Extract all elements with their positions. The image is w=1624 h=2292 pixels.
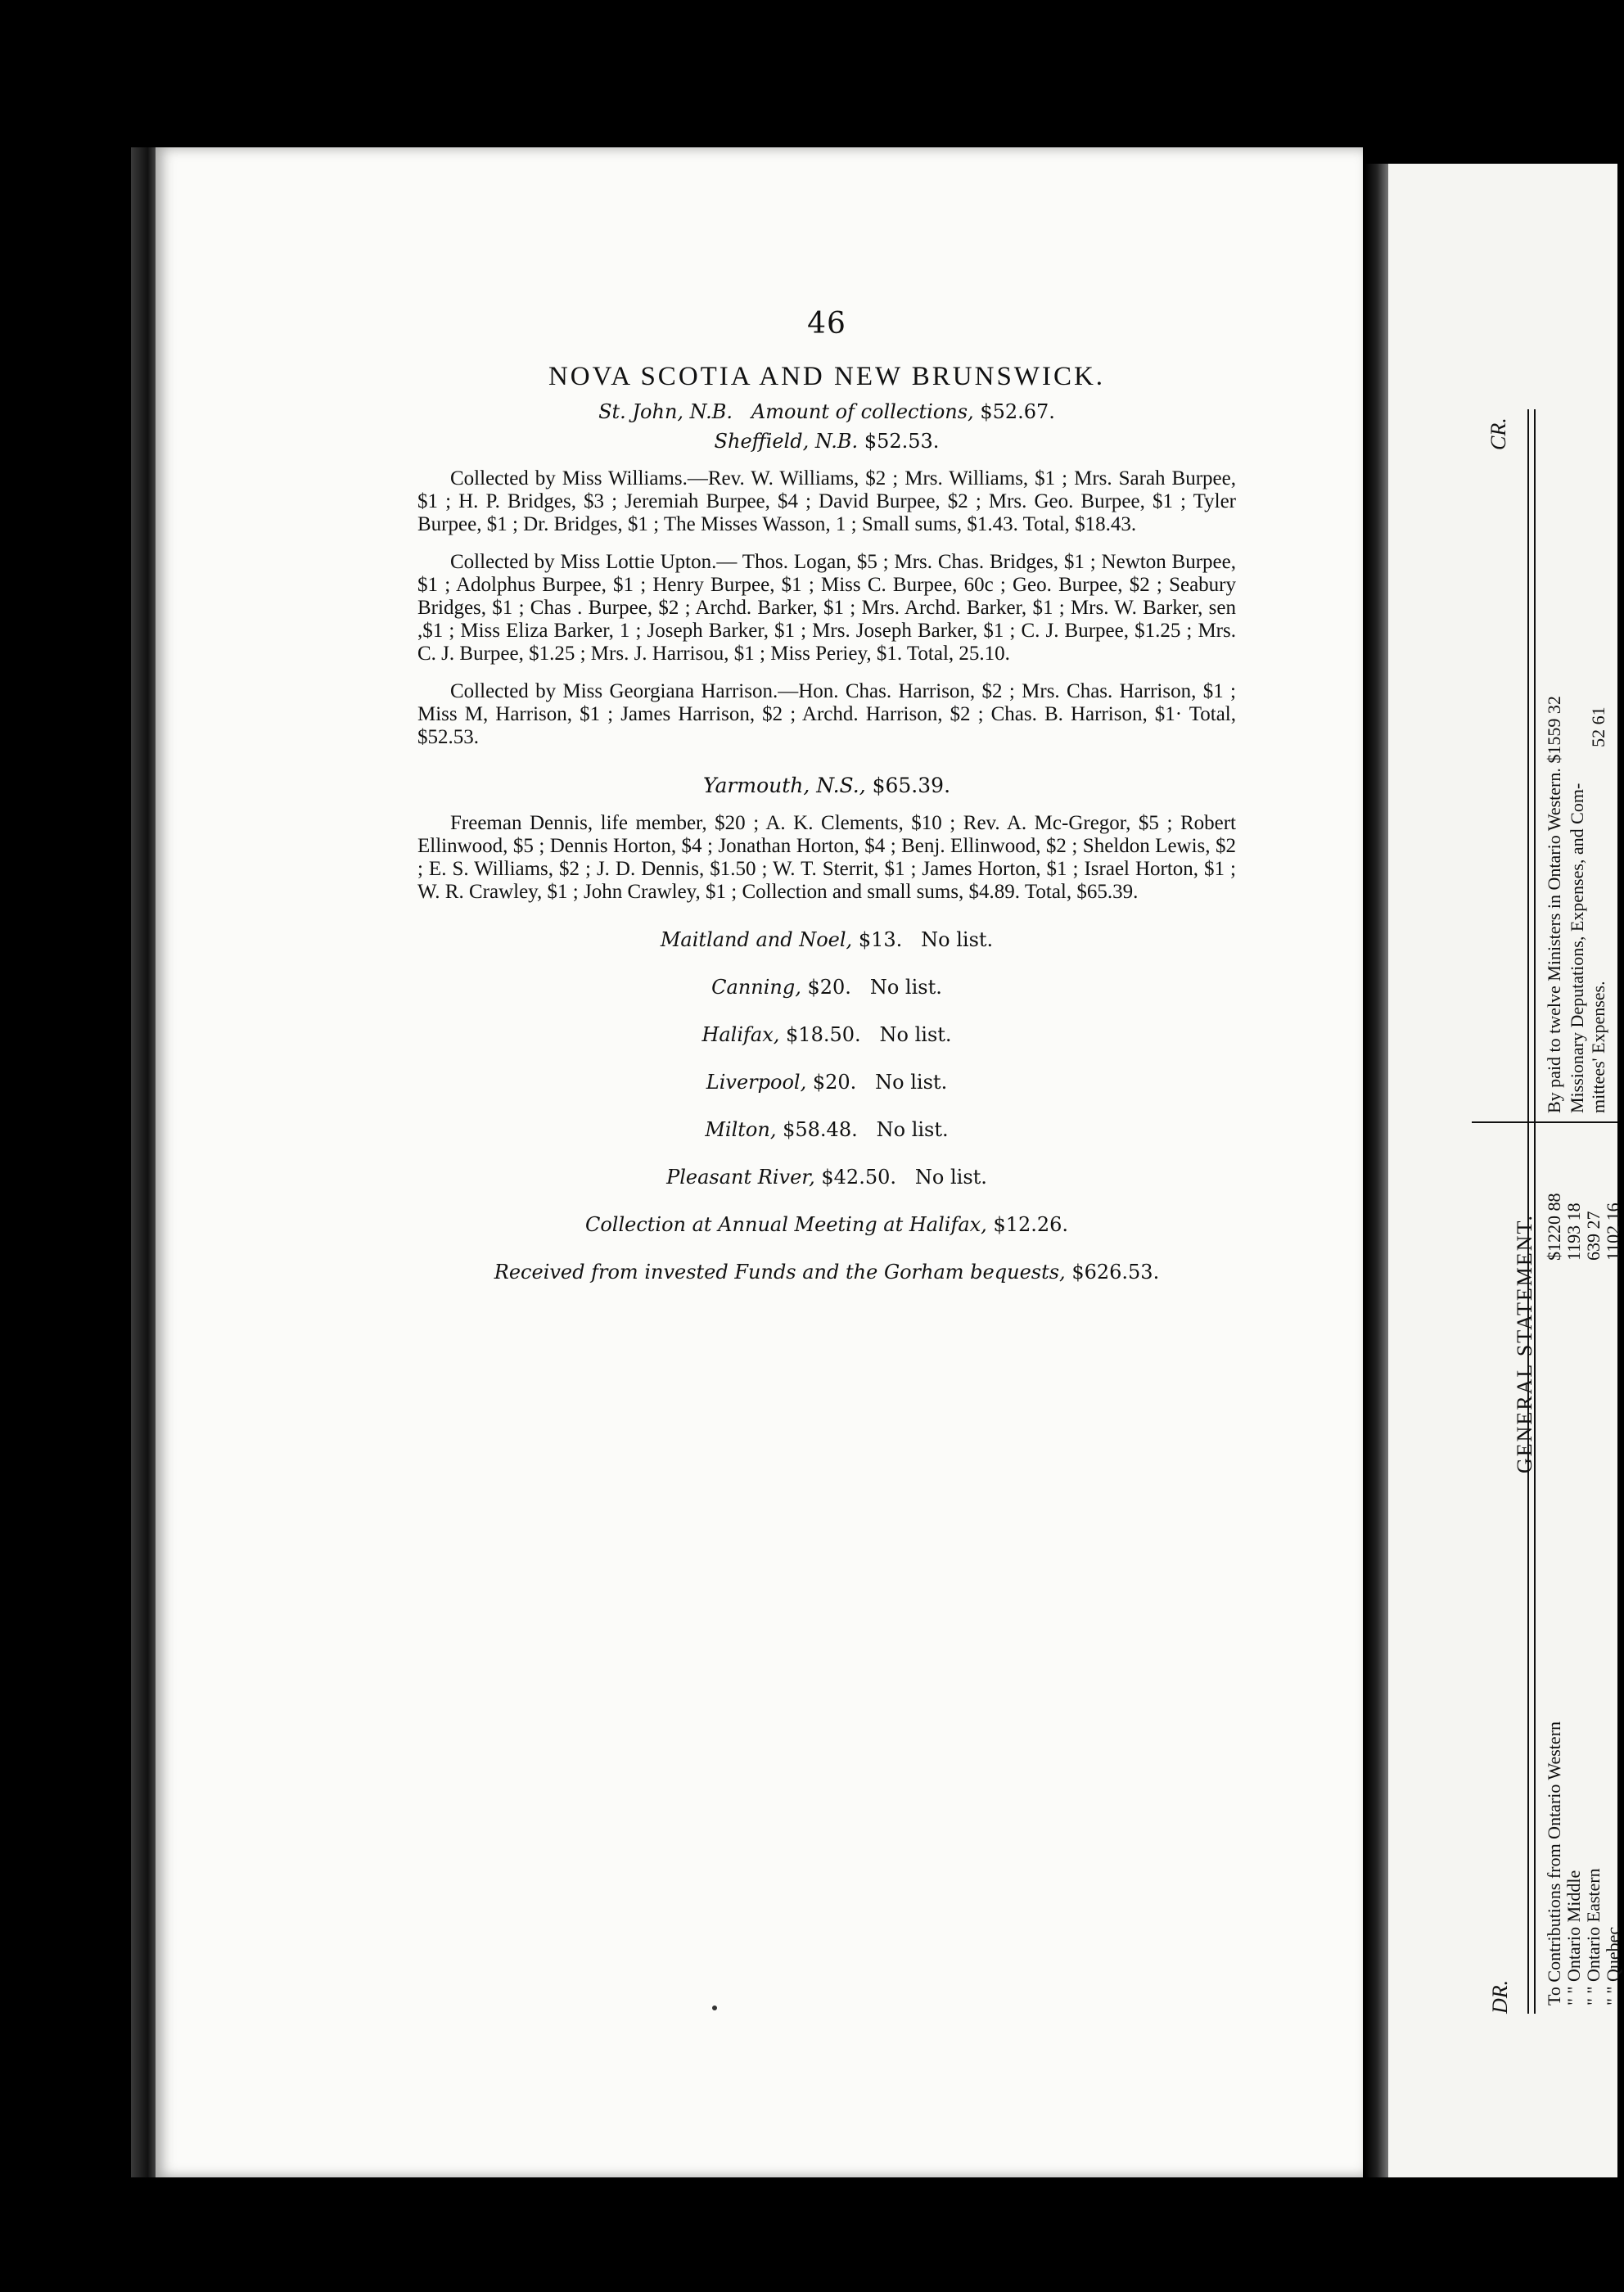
to-amount: 639 27 [1583, 1211, 1604, 1261]
paragraph-harrison: Collected by Miss Georgiana Harrison.—Hon. Chas. Harrison, $2 ; Mrs. Chas. Harrison, $1 ; Miss M, Harrison, $1 ; James Harrison, $2 ; Archd. Harrison, $2 ; Chas. B. Harrison, $1· Total, $52.53. [417, 680, 1236, 748]
dr-label: DR. [1488, 1979, 1512, 2014]
no-list-entry [417, 976, 1236, 999]
to-amount: $1220 88 [1544, 1193, 1564, 1261]
to-amount: 1102 16 [1603, 1202, 1623, 1261]
no-list-entry [417, 1118, 1236, 1141]
to-amount: 1193 18 [1563, 1202, 1584, 1261]
by-line-3-amount: 52 61 [1588, 706, 1608, 747]
entry-note: No list. [914, 1166, 987, 1189]
entry-amount: $20. [812, 1071, 857, 1094]
to-line: To Contributions from Ontario Western [1544, 1721, 1564, 2006]
yarmouth-amount: $65.39. [872, 774, 951, 797]
left-page [156, 147, 1363, 2177]
stjohn-amount: $52.67. [980, 400, 1055, 423]
annual-meeting-amount: $12.26. [993, 1213, 1069, 1236]
yarmouth-line [417, 774, 1236, 797]
entry-amount: $18.50. [786, 1023, 861, 1046]
section-heading: NOVA SCOTIA AND NEW BRUNSWICK. [548, 362, 1106, 391]
stjohn-place: St. John, N.B. [598, 400, 733, 423]
entry-note: No list. [876, 1118, 949, 1141]
paragraph-upton: Collected by Miss Lottie Upton.— Thos. Logan, $5 ; Mrs. Chas. Bridges, $1 ; Newton Burpee, $1 ; Adolphus Burpee, $1 ; Henry Burpee, $1 ; Miss C. Burpee, 60c ; Geo. Burpee, $2 ; Seabury Bridges, $1 ; Chas . Burpee, $2 ; Archd. Barker, $1 ; Mrs. Archd. Barker, $1 ; Mrs. W. Barker, sen ,$1 ; Miss Eliza Barker, 1 ; Joseph Barker, $1 ; Mrs. Joseph Barker, $1 ; C. J. Burpee, $1.25 ; Mrs. C. J. Burpee, $1.25 ; Mrs. J. Harrisou, $1 ; Miss Periey, $1. Total, 25.10. [417, 551, 1236, 665]
entry-amount: $20. [807, 976, 851, 999]
to-line: " " Quebec [1603, 1926, 1623, 2006]
entry-place: Canning, [711, 976, 801, 999]
ink-dot [712, 2006, 717, 2010]
entry-place: Liverpool, [706, 1071, 807, 1094]
entry-note: No list. [921, 928, 994, 951]
yarmouth-place: Yarmouth, N.S., [702, 774, 866, 797]
entry-amount: $13. [858, 928, 903, 951]
paragraph-williams: Collected by Miss Williams.—Rev. W. Williams, $2 ; Mrs. Williams, $1 ; Mrs. Sarah Burpee, $1 ; H. P. Bridges, $3 ; Jeremiah Burpee, $4 ; David Burpee, $2 ; Mrs. Geo. Burpee, $1 ; Tyler Burpee, $1 ; Dr. Bridges, $1 ; The Misses Wasson, 1 ; Small sums, $1.43. Total, $18.43. [417, 467, 1236, 535]
page-content [417, 307, 1236, 1284]
entry-note: No list. [869, 976, 942, 999]
invested-funds-line [417, 1261, 1236, 1284]
by-line-3-text: mittees' Expenses. [1588, 981, 1608, 1113]
entry-amount: $42.50. [821, 1166, 896, 1189]
by-line-1-text: By paid to twelve Ministers in Ontario Western. [1544, 768, 1564, 1113]
to-line: " " Ontario Eastern [1583, 1868, 1604, 2006]
sheffield-place: Sheffield, N.B. [714, 430, 859, 453]
ledger-rule [1534, 409, 1536, 2014]
entry-place: Milton, [705, 1118, 777, 1141]
by-line-2: Missionary Deputations, Expenses, and Com- [1567, 783, 1587, 1113]
stjohn-line [417, 400, 1236, 423]
sheffield-amount: $52.53. [864, 430, 940, 453]
annual-meeting-label: Collection at Annual Meeting at Halifax, [584, 1213, 987, 1236]
by-line-1 [1544, 696, 1565, 1113]
invested-funds-amount: $626.53. [1071, 1261, 1160, 1284]
no-list-entry [417, 928, 1236, 951]
no-list-entry [417, 1023, 1236, 1046]
cr-label: CR. [1486, 417, 1510, 450]
no-list-entry [417, 1166, 1236, 1189]
annual-meeting-line [417, 1213, 1236, 1236]
by-line-3 [1588, 706, 1609, 1113]
entry-note: No list. [875, 1071, 948, 1094]
no-list-entry [417, 1071, 1236, 1094]
ledger-rule [1527, 409, 1529, 2014]
entry-place: Halifax, [701, 1023, 780, 1046]
entry-place: Maitland and Noel, [660, 928, 853, 951]
stjohn-amount-label: Amount of collections, [751, 400, 974, 423]
entry-note: No list. [879, 1023, 952, 1046]
entry-place: Pleasant River, [666, 1166, 815, 1189]
invested-funds-label: Received from invested Funds and the Gorham bequests, [494, 1261, 1066, 1284]
entry-amount: $58.48. [783, 1118, 858, 1141]
page-number: 46 [807, 307, 846, 341]
general-statement-title: GENERAL STATEMENT. [1513, 1214, 1536, 1473]
ledger-rule [1472, 1121, 1617, 1123]
sheffield-line [417, 430, 1236, 453]
right-page-gutter [1365, 164, 1388, 2177]
by-line-1-amount: $1559 32 [1544, 696, 1564, 764]
to-line: " " Ontario Middle [1563, 1870, 1584, 2006]
book-spine [131, 147, 159, 2177]
right-facing-page [1365, 164, 1623, 2177]
no-list-entries [417, 928, 1236, 1189]
paragraph-yarmouth: Freeman Dennis, life member, $20 ; A. K. Clements, $10 ; Rev. A. Mc-Gregor, $5 ; Robert Ellinwood, $5 ; Dennis Horton, $4 ; Jonathan Horton, $4 ; Benj. Ellinwood, $2 ; Sheldon Lewis, $2 ; E. S. Williams, $2 ; J. D. Dennis, $1.50 ; W. T. Sterrit, $1 ; James Horton, $1 ; Israel Horton, $1 ; W. R. Crawley, $1 ; John Crawley, $1 ; Collection and small sums, $4.89. Total, $65.39. [417, 812, 1236, 903]
